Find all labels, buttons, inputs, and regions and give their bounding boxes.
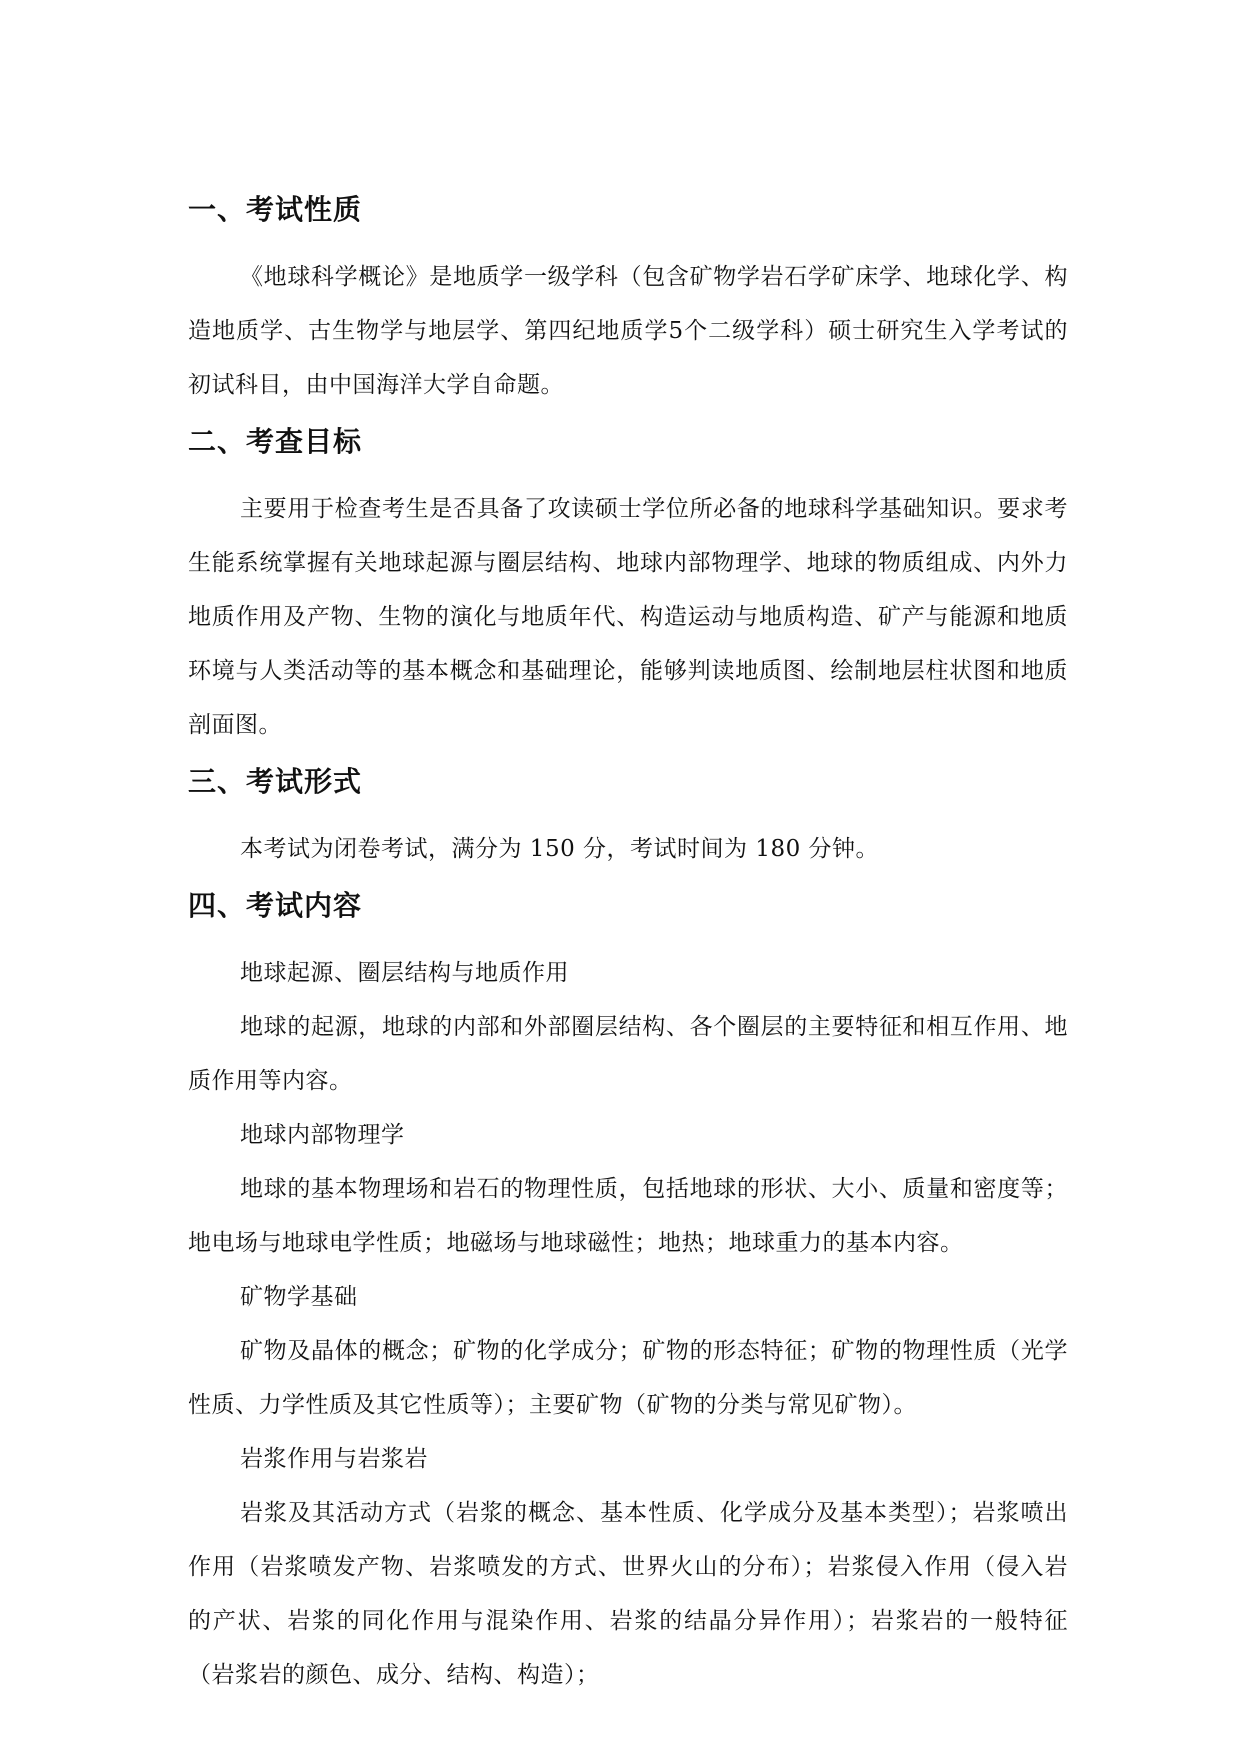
topic-body: 矿物及晶体的概念；矿物的化学成分；矿物的形态特征；矿物的物理性质（光学性质、力学性质及其它性质等）；主要矿物（矿物的分类与常见矿物）。 [188,1338,1068,1418]
topic-title: 地球起源、圈层结构与地质作用 [240,960,569,986]
topic-title: 地球内部物理学 [240,1122,405,1148]
topic-title: 岩浆作用与岩浆岩 [240,1446,428,1472]
section-heading: 一、考试性质 [188,193,363,226]
topic-body: 地球的基本物理场和岩石的物理性质，包括地球的形状、大小、质量和密度等；地电场与地球电学性质；地磁场与地球磁性；地热；地球重力的基本内容。 [188,1176,1068,1256]
paragraph: 本考试为闭卷考试，满分为 150 分，考试时间为 180 分钟。 [240,836,880,862]
section-exam-format [188,762,1068,876]
section-exam-content [188,886,1068,1702]
section-exam-objectives [188,422,1068,752]
topic-body: 地球的起源，地球的内部和外部圈层结构、各个圈层的主要特征和相互作用、地质作用等内容。 [188,1014,1068,1094]
section-exam-nature [188,190,1068,412]
section-heading: 四、考试内容 [188,889,363,922]
topic-title: 矿物学基础 [240,1284,358,1310]
section-heading: 三、考试形式 [188,765,363,798]
paragraph: 主要用于检查考生是否具备了攻读硕士学位所必备的地球科学基础知识。要求考生能系统掌握有关地球起源与圈层结构、地球内部物理学、地球的物质组成、内外力地质作用及产物、生物的演化与地质年代、构造运动与地质构造、矿产与能源和地质环境与人类活动等的基本概念和基础理论，能够判读地质图、绘制地层柱状图和地质剖面图。 [188,496,1068,738]
topic-body: 岩浆及其活动方式（岩浆的概念、基本性质、化学成分及基本类型）；岩浆喷出作用（岩浆喷发产物、岩浆喷发的方式、世界火山的分布）；岩浆侵入作用（侵入岩的产状、岩浆的同化作用与混染作用、岩浆的结晶分异作用）；岩浆岩的一般特征（岩浆岩的颜色、成分、结构、构造）； [188,1500,1068,1688]
document-page [188,190,1068,1702]
section-heading: 二、考查目标 [188,425,363,458]
paragraph: 《地球科学概论》是地质学一级学科（包含矿物学岩石学矿床学、地球化学、构造地质学、古生物学与地层学、第四纪地质学5个二级学科）硕士研究生入学考试的初试科目，由中国海洋大学自命题。 [188,264,1068,398]
